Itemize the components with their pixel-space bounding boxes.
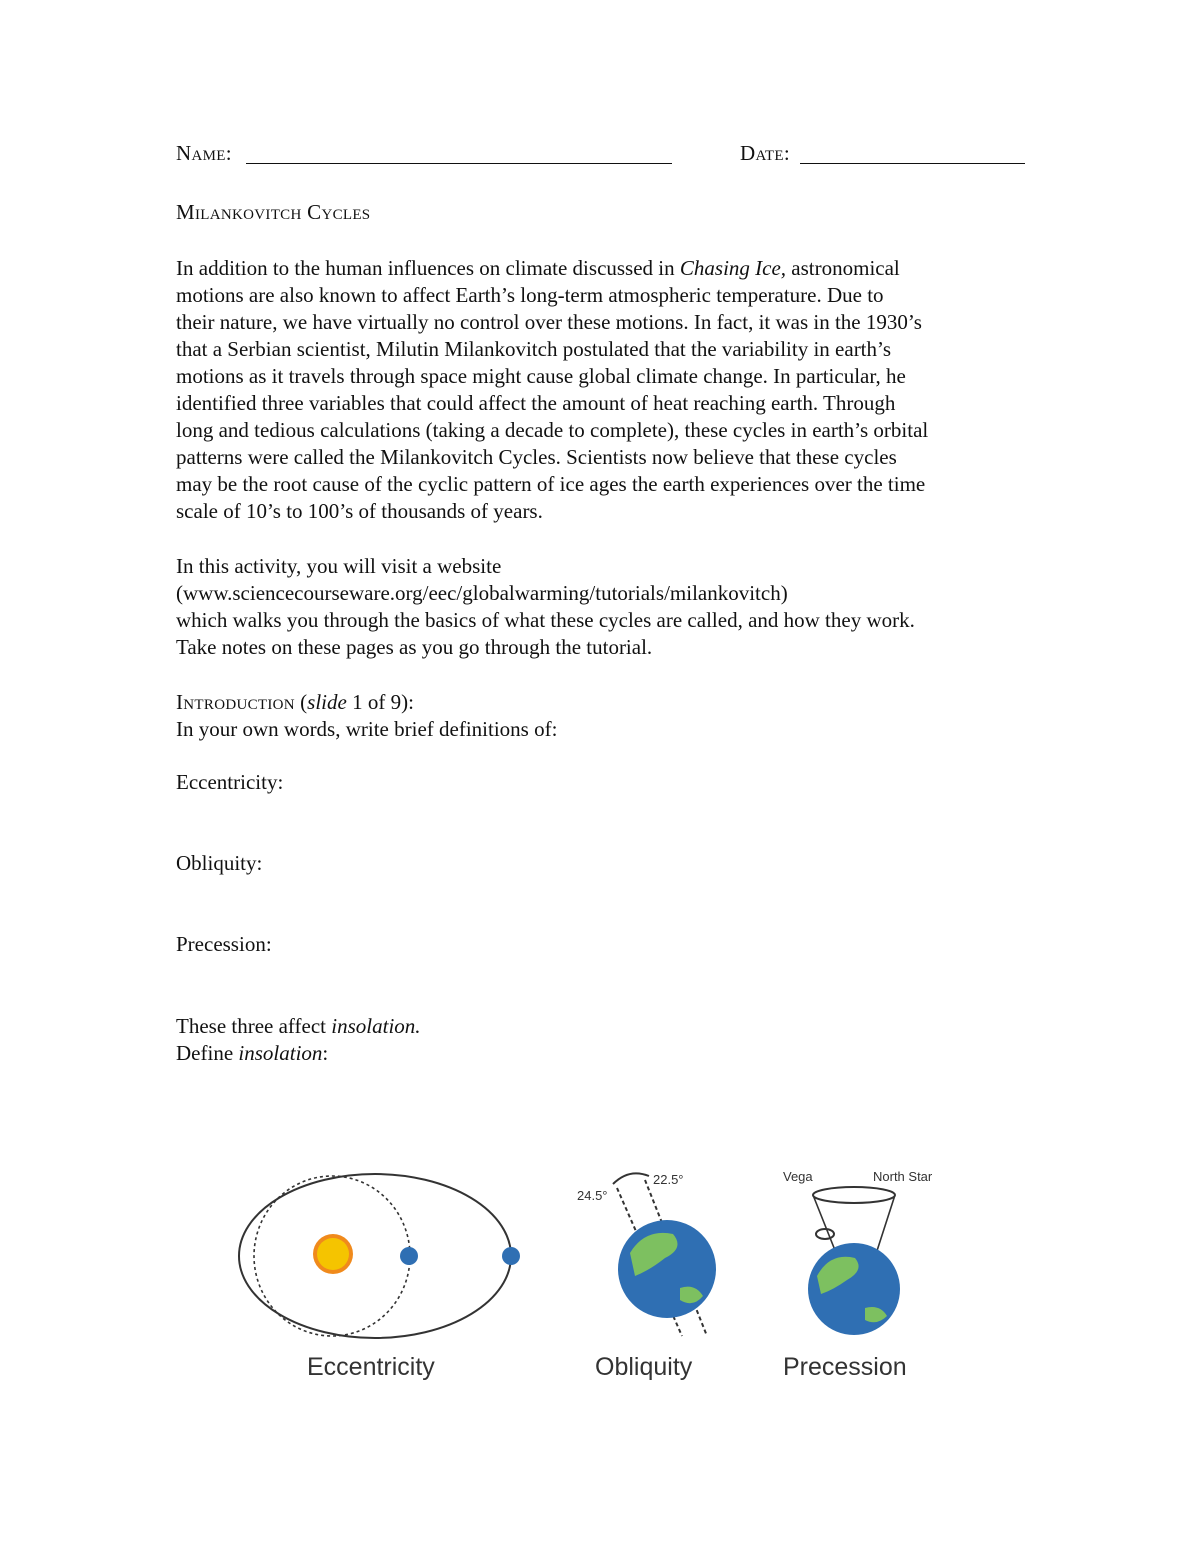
eccentricity-caption: Eccentricity [307,1353,435,1381]
page-title: Milankovitch Cycles [176,200,371,224]
paragraph-line: scale of 10’s to 100’s of thousands of years. [176,499,543,523]
precession-circle [813,1187,895,1203]
paragraph-line: In addition to the human influences on climate discussed in Chasing Ice, astronomical [176,256,900,280]
insolation-statement: These three affect insolation. [176,1014,421,1038]
paragraph-line: Take notes on these pages as you go through the tutorial. [176,635,653,659]
date-blank-line[interactable] [800,163,1025,164]
introduction-section [176,689,557,743]
insolation-section [176,1013,421,1067]
insolation-prompt: Define insolation: [176,1041,329,1065]
eccentricity-term: Eccentricity: [176,770,284,794]
obliquity-caption: Obliquity [595,1353,693,1381]
paragraph-line: motions as it travels through space might cause global climate change. In particular, he [176,364,906,388]
paragraph-line: identified three variables that could affect the amount of heat reaching earth. Through [176,391,896,415]
milankovitch-figure [225,1158,965,1398]
vega-label: Vega [783,1169,813,1184]
angle-label-a: 24.5° [577,1188,608,1203]
tilt-arc [613,1173,649,1184]
section-heading: Introduction (slide 1 of 9): [176,690,414,714]
paragraph-line: that a Serbian scientist, Milutin Milankovitch postulated that the variability in earth’s [176,337,892,361]
angle-label-b: 22.5° [653,1172,684,1187]
spin-icon [816,1229,834,1239]
definition-prompt: In your own words, write brief definitions of: [176,717,558,741]
paragraph-line: motions are also known to affect Earth’s long-term atmospheric temperature. Due to [176,283,884,307]
intro-paragraph [176,255,1036,525]
earth-near-icon [400,1247,418,1265]
paragraph-line: may be the root cause of the cyclic pattern of ice ages the earth experiences over the time [176,472,926,496]
name-blank-line[interactable] [246,163,672,164]
paragraph-line: their nature, we have virtually no control over these motions. In fact, it was in the 1930’s [176,310,922,334]
precession-diagram [808,1187,900,1335]
eccentric-orbit [239,1174,511,1338]
precession-term: Precession: [176,932,272,956]
north-star-label: North Star [873,1169,933,1184]
precession-caption: Precession [783,1353,907,1381]
sun-core [317,1238,349,1270]
obliquity-diagram [613,1173,716,1336]
paragraph-line: long and tedious calculations (taking a decade to complete), these cycles in earth’s orbital [176,418,929,442]
obliquity-term: Obliquity: [176,851,263,875]
eccentricity-diagram [239,1174,520,1338]
name-label: Name: [176,141,232,165]
paragraph-line: patterns were called the Milankovitch Cycles. Scientists now believe that these cycles [176,445,897,469]
activity-paragraph [176,553,1036,661]
worksheet-header [176,141,1026,173]
date-label: Date: [740,141,790,165]
website-url[interactable]: (www.sciencecourseware.org/eec/globalwarming/tutorials/milankovitch) [176,581,788,605]
paragraph-line: which walks you through the basics of what these cycles are called, and how they work. [176,608,915,632]
book-title: Chasing Ice, [679,256,787,280]
paragraph-line: In this activity, you will visit a website [176,554,502,578]
earth-far-icon [502,1247,520,1265]
